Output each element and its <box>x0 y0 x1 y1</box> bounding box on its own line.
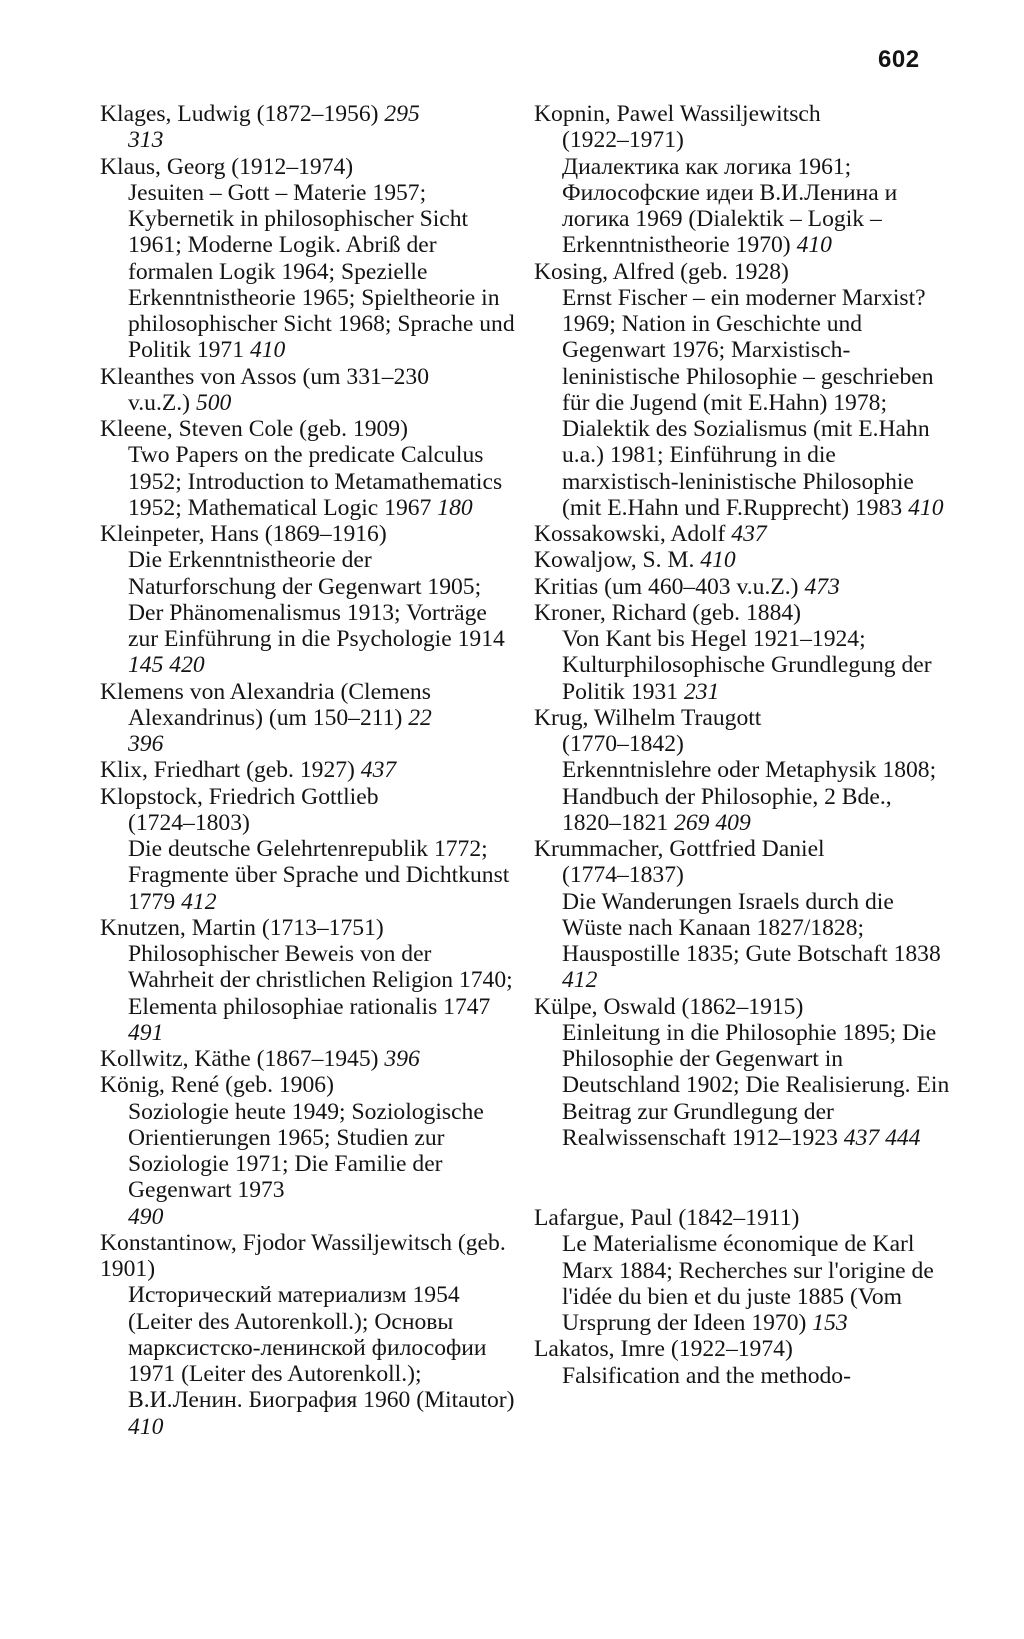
entry-name-continuation <box>534 127 954 153</box>
entry-name: Kossakowski, Adolf <box>534 521 726 547</box>
entry-works <box>100 180 520 364</box>
entry-name: Klix, Friedhart (geb. 1927) <box>100 757 355 784</box>
works-list: Erkenntnislehre oder Metaphysik 1808; Handbuch der Philosophie, 2 Bde., 1820–1821 <box>562 757 937 836</box>
entry-works <box>100 442 520 521</box>
entry-name-cont: v.u.Z.) <box>128 389 191 416</box>
entry-heading <box>534 101 954 127</box>
entry-heading <box>100 154 520 180</box>
entry-name: Lafargue, Paul (1842–1911) <box>534 1205 800 1231</box>
works-list: Philosophischer Beweis von der Wahrheit der christlichen Religion 1740; Elementa philosophiae rationalis 1747 <box>128 941 513 1020</box>
page-reference: 410 <box>796 232 832 259</box>
entry-heading <box>534 836 954 862</box>
entry-name-cont: Alexandrinus) (um 150–211) <box>128 704 403 731</box>
index-entry <box>534 1205 954 1336</box>
index-entry <box>534 600 954 705</box>
index-entry <box>100 154 520 364</box>
entry-name: Klages, Ludwig (1872–1956) <box>100 101 379 127</box>
entry-name: Kollwitz, Käthe (1867–1945) <box>100 1046 379 1072</box>
index-entry <box>534 1336 954 1389</box>
page-reference: 437 <box>360 757 397 784</box>
entry-works <box>100 1282 520 1413</box>
index-entry <box>534 101 954 259</box>
entry-name-cont: (1922–1971) <box>562 127 684 154</box>
index-entry <box>534 836 954 994</box>
works-list: Von Kant bis Hegel 1921–1924; Kulturphilosophische Grundlegung der Politik 1931 <box>562 626 932 705</box>
entry-heading <box>100 416 520 442</box>
index-entry <box>100 1046 520 1072</box>
index-entry <box>100 1072 520 1230</box>
entry-name: Kleene, Steven Cole (geb. 1909) <box>100 416 408 442</box>
entry-heading <box>534 705 954 731</box>
entry-name-cont: (1774–1837) <box>562 862 684 889</box>
entry-name-continuation <box>534 731 954 757</box>
page-reference: 410 <box>700 547 736 574</box>
works-list: Диалектика как логика 1961; Философские идеи В.И.Ленина и логика 1969 (Dialektik – Logik – Erkenntnistheorie 1970) <box>562 153 898 259</box>
works-list: Die Wanderungen Israels durch die Wüste nach Kanaan 1827/1828; Hauspostille 1835; Gute Botschaft 1838 <box>562 888 941 967</box>
works-list: Jesuiten – Gott – Materie 1957; Kybernetik in philosophischer Sicht 1961; Moderne Logik. Abriß der formalen Logik 1964; Spezielle Erkenntnistheorie 1965; Spieltheorie in philosophischer Sicht 1968; Sprache und Politik 1971 <box>128 179 515 364</box>
index-entry <box>534 521 954 547</box>
entry-name-continuation <box>100 810 520 836</box>
entry-heading <box>100 915 520 941</box>
page-reference: 412 <box>181 888 217 915</box>
index-entry <box>100 364 520 417</box>
entry-name: Knutzen, Martin (1713–1751) <box>100 914 384 941</box>
page-reference: 437 444 <box>843 1124 921 1151</box>
entry-name: Lakatos, Imre (1922–1974) <box>534 1336 793 1363</box>
works-list: Исторический материализм 1954 (Leiter des Autorenkoll.); Основы марксистско-ленинской философии 1971 (Leiter des Autorenkoll.); В.И.Ленин. Биография 1960 (Mitautor) <box>128 1282 515 1414</box>
works-list: Soziologie heute 1949; Soziologische Orientierungen 1965; Studien zur Soziologie 1971; Die Familie der Gegenwart 1973 <box>128 1098 484 1204</box>
entry-works <box>534 154 954 259</box>
entry-name: Klaus, Georg (1912–1974) <box>100 153 354 180</box>
entry-heading <box>534 1336 954 1362</box>
page-reference: 412 <box>562 967 598 994</box>
works-list: Einleitung in die Philosophie 1895; Die Philosophie der Gegenwart in Deutschland 1902; Die Realisierung. Ein Beitrag zur Grundlegung der Realwissenschaft 1912–1923 <box>562 1019 950 1151</box>
index-column-left <box>100 101 520 1440</box>
entry-name: Krug, Wilhelm Traugott <box>534 704 762 731</box>
works-list: Die deutsche Gelehrtenrepublik 1772; Fragmente über Sprache und Dichtkunst 1779 <box>128 836 510 915</box>
works-list: Ernst Fischer – ein moderner Marxist? 1969; Nation in Geschichte und Gegenwart 1976; Marxistisch-leninistische Philosophie – geschrieben für die Jugend (mit E.Hahn) 1978; Dialektik des Sozialismus (mit E.Hahn u.a.) 1981; Einführung in die marxistisch-leninistische Philosophie (mit E.Hahn und F.Rupprecht) 1983 <box>562 284 934 521</box>
page-number: 602 <box>878 46 920 73</box>
index-entry <box>534 547 954 573</box>
entry-works <box>100 547 520 678</box>
entry-heading <box>534 994 954 1020</box>
entry-name: Kroner, Richard (geb. 1884) <box>534 599 802 626</box>
works-list: Two Papers on the predicate Calculus 1952; Introduction to Metamathematics 1952; Mathematical Logic 1967 <box>128 442 503 521</box>
page-reference-line <box>100 1204 520 1230</box>
entry-name: Kritias (um 460–403 v.u.Z.) <box>534 573 799 600</box>
index-entry <box>534 574 954 600</box>
entry-heading <box>100 364 520 390</box>
entry-heading <box>100 679 520 705</box>
entry-name: Krummacher, Gottfried Daniel <box>534 836 825 862</box>
entry-name-cont: (1770–1842) <box>562 731 684 757</box>
index-entry <box>100 915 520 1046</box>
page-reference: 473 <box>804 573 840 600</box>
index-entry <box>100 416 520 521</box>
entry-heading <box>534 574 954 600</box>
entry-heading <box>100 784 520 810</box>
page-reference-line <box>100 731 520 757</box>
page-reference: 295 <box>384 101 420 127</box>
entry-heading <box>534 547 954 573</box>
index-entry <box>100 1230 520 1440</box>
entry-works <box>534 1020 954 1151</box>
page-reference: 437 <box>731 521 767 547</box>
entry-name: Klemens von Alexandria (Clemens <box>100 678 431 705</box>
works-list: Le Materialisme économique de Karl Marx 1884; Recherches sur l'origine de l'idée du bien et du juste 1885 (Vom Ursprung der Ideen 1970) <box>562 1231 934 1336</box>
works-list: Die Erkenntnistheorie der Naturforschung der Gegenwart 1905; Der Phänomenalismus 1913; Vorträge zur Einführung in die Psychologie 1914 <box>128 547 505 652</box>
entry-heading <box>534 600 954 626</box>
entry-name: Kopnin, Pawel Wassiljewitsch <box>534 101 821 127</box>
index-entry <box>100 679 520 758</box>
entry-name: Kowaljow, S. M. <box>534 547 695 574</box>
page-reference-line <box>100 127 520 153</box>
entry-name-continuation <box>534 862 954 888</box>
entry-heading <box>100 101 520 127</box>
page-reference: 410 <box>908 494 944 521</box>
entry-name-cont: (1724–1803) <box>128 809 250 836</box>
entry-heading <box>100 1230 520 1283</box>
index-entry <box>100 521 520 679</box>
entry-works <box>100 836 520 915</box>
entry-works <box>534 1363 954 1389</box>
page-reference: 231 <box>683 678 720 705</box>
page-reference: 145 420 <box>128 652 205 679</box>
entry-works <box>534 285 954 521</box>
entry-works <box>534 1231 954 1336</box>
page-reference: 180 <box>437 494 473 521</box>
entry-name-continuation <box>100 390 520 416</box>
index-entry <box>100 784 520 915</box>
entry-name: Kleanthes von Assos (um 331–230 <box>100 363 429 390</box>
index-entry <box>534 705 954 836</box>
entry-works <box>534 889 954 994</box>
entry-works <box>534 626 954 705</box>
index-entry <box>534 994 954 1152</box>
page-reference: 500 <box>195 389 232 416</box>
entry-name: König, René (geb. 1906) <box>100 1072 334 1099</box>
entry-name: Klopstock, Friedrich Gottlieb <box>100 783 379 810</box>
page-reference: 396 <box>384 1046 420 1072</box>
page-reference: 313 <box>128 127 164 154</box>
entry-name: Kleinpeter, Hans (1869–1916) <box>100 521 387 547</box>
index-entry <box>100 757 520 783</box>
entry-heading <box>100 1072 520 1098</box>
entry-name-continuation <box>100 705 520 731</box>
entry-heading <box>100 1046 520 1072</box>
page-reference: 491 <box>128 1019 164 1046</box>
page-reference-line <box>100 1414 520 1440</box>
entry-name: Kosing, Alfred (geb. 1928) <box>534 258 789 285</box>
page-reference: 269 409 <box>674 809 751 836</box>
entry-heading <box>534 259 954 285</box>
page-reference: 410 <box>128 1413 164 1440</box>
page-reference: 22 <box>408 704 432 731</box>
entry-works <box>534 757 954 836</box>
entry-heading <box>100 757 520 783</box>
page-reference: 410 <box>249 337 286 364</box>
page-reference: 396 <box>128 731 164 757</box>
index-entry <box>534 259 954 522</box>
entry-name: Külpe, Oswald (1862–1915) <box>534 993 804 1020</box>
works-list: Falsification and the methodo- <box>562 1362 851 1389</box>
index-entry <box>100 101 520 154</box>
entry-works <box>100 1099 520 1204</box>
entry-heading <box>534 521 954 547</box>
entry-works <box>100 941 520 1046</box>
entry-heading <box>100 521 520 547</box>
page-reference: 153 <box>812 1310 848 1336</box>
entry-heading <box>534 1205 954 1231</box>
entry-name: Konstantinow, Fjodor Wassiljewitsch (geb. 1901) <box>100 1229 506 1282</box>
index-column-right <box>534 101 954 1389</box>
page-reference: 490 <box>128 1203 164 1230</box>
